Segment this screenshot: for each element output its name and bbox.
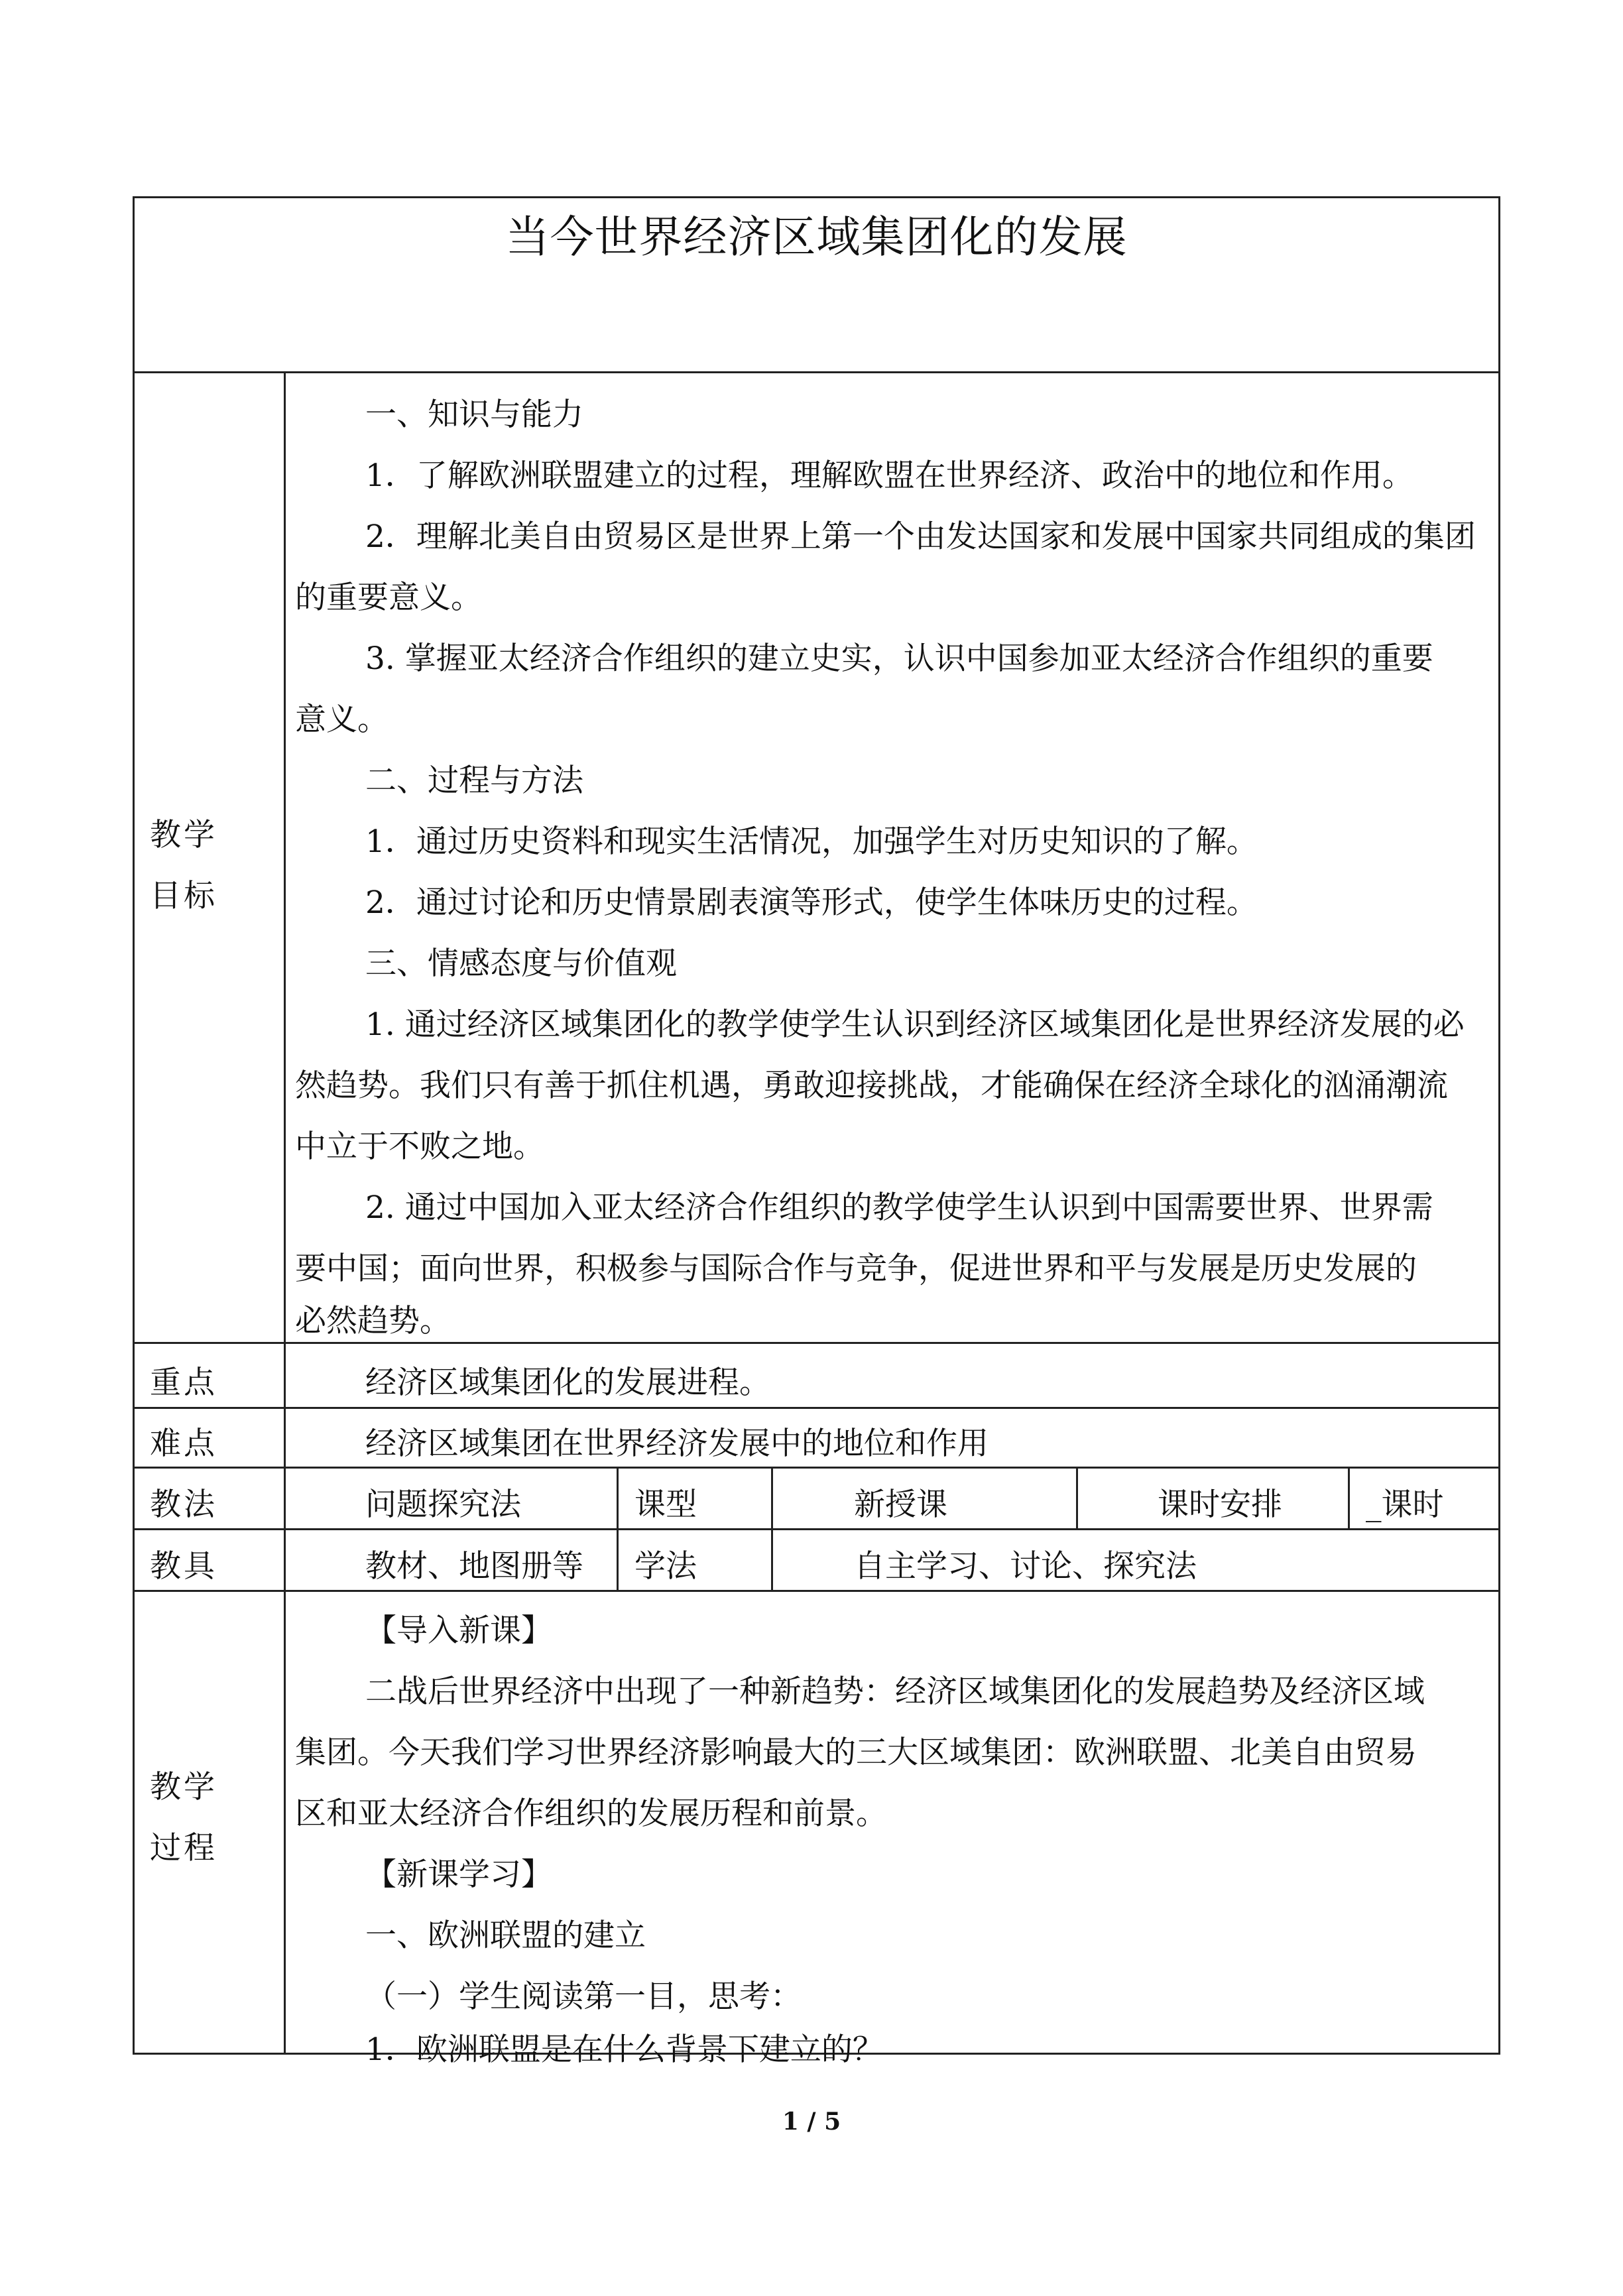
process-line: （一）学生阅读第一目，思考： (365, 1978, 802, 2015)
schedule-label: 课时安排 (1158, 1486, 1282, 1523)
objectives-line: 要中国；面向世界，积极参与国际合作与竞争，促进世界和平与发展是历史发展的 (295, 1250, 1417, 1287)
page-title: 当今世界经济区域集团化的发展 (505, 211, 1128, 263)
objectives-line: 1．了解欧洲联盟建立的过程，理解欧盟在世界经济、政治中的地位和作用。 (365, 457, 1413, 494)
objectives-heading-3: 三、情感态度与价值观 (365, 945, 677, 982)
process-heading-new: 【新课学习】 (365, 1856, 552, 1893)
method-value: 问题探究法 (365, 1486, 521, 1523)
objectives-label-1: 教学 (150, 817, 217, 853)
process-heading-intro: 【导入新课】 (365, 1612, 552, 1649)
objectives-line: 1．通过历史资料和现实生活情况，加强学生对历史知识的了解。 (365, 823, 1258, 860)
objectives-line: 2. 通过中国加入亚太经济合作组织的教学使学生认识到中国需要世界、世界需 (365, 1189, 1433, 1226)
tools-label: 教具 (150, 1548, 217, 1585)
key-point-value: 经济区域集团化的发展进程。 (365, 1364, 770, 1401)
process-line: 区和亚太经济合作组织的发展历程和前景。 (295, 1795, 887, 1832)
study-method-value: 自主学习、讨论、探究法 (854, 1548, 1197, 1585)
lesson-type-label: 课型 (634, 1486, 697, 1523)
lesson-type-value: 新授课 (854, 1486, 947, 1523)
objectives-heading-1: 一、知识与能力 (365, 396, 583, 433)
objectives-line: 2．理解北美自由贸易区是世界上第一个由发达国家和发展中国家共同组成的集团 (365, 518, 1476, 555)
process-line: 1．欧洲联盟是在什么背景下建立的？ (365, 2031, 884, 2068)
difficulty-label: 难点 (150, 1425, 217, 1462)
key-point-label: 重点 (150, 1364, 217, 1401)
page-number: 1 / 5 (782, 2108, 841, 2136)
method-label: 教法 (150, 1486, 217, 1523)
objectives-line: 2．通过讨论和历史情景剧表演等形式，使学生体味历史的过程。 (365, 884, 1258, 921)
difficulty-value: 经济区域集团在世界经济发展中的地位和作用 (365, 1425, 989, 1462)
objectives-line: 的重要意义。 (295, 579, 482, 616)
objectives-label-2: 目标 (150, 878, 217, 914)
process-line: 一、欧洲联盟的建立 (365, 1917, 646, 1954)
objectives-line: 3. 掌握亚太经济合作组织的建立史实，认识中国参加亚太经济合作组织的重要 (365, 640, 1433, 677)
process-label-2: 过程 (150, 1830, 217, 1866)
objectives-line: 意义。 (295, 701, 389, 738)
process-label-1: 教学 (150, 1769, 217, 1805)
objectives-line: 然趋势。我们只有善于抓住机遇，勇敢迎接挑战，才能确保在经济全球化的汹涌潮流 (295, 1067, 1448, 1104)
process-line: 集团。今天我们学习世界经济影响最大的三大区域集团：欧洲联盟、北美自由贸易 (295, 1734, 1417, 1771)
objectives-line: 中立于不败之地。 (295, 1128, 544, 1165)
objectives-line: 1. 通过经济区域集团化的教学使学生认识到经济区域集团化是世界经济发展的必 (365, 1006, 1465, 1043)
process-line: 二战后世界经济中出现了一种新趋势：经济区域集团化的发展趋势及经济区域 (365, 1673, 1425, 1710)
objectives-line: 必然趋势。 (295, 1303, 451, 1339)
objectives-heading-2: 二、过程与方法 (365, 762, 583, 799)
study-method-label: 学法 (634, 1548, 697, 1585)
tools-value: 教材、地图册等 (365, 1548, 583, 1585)
schedule-value: _课时 (1366, 1486, 1444, 1523)
